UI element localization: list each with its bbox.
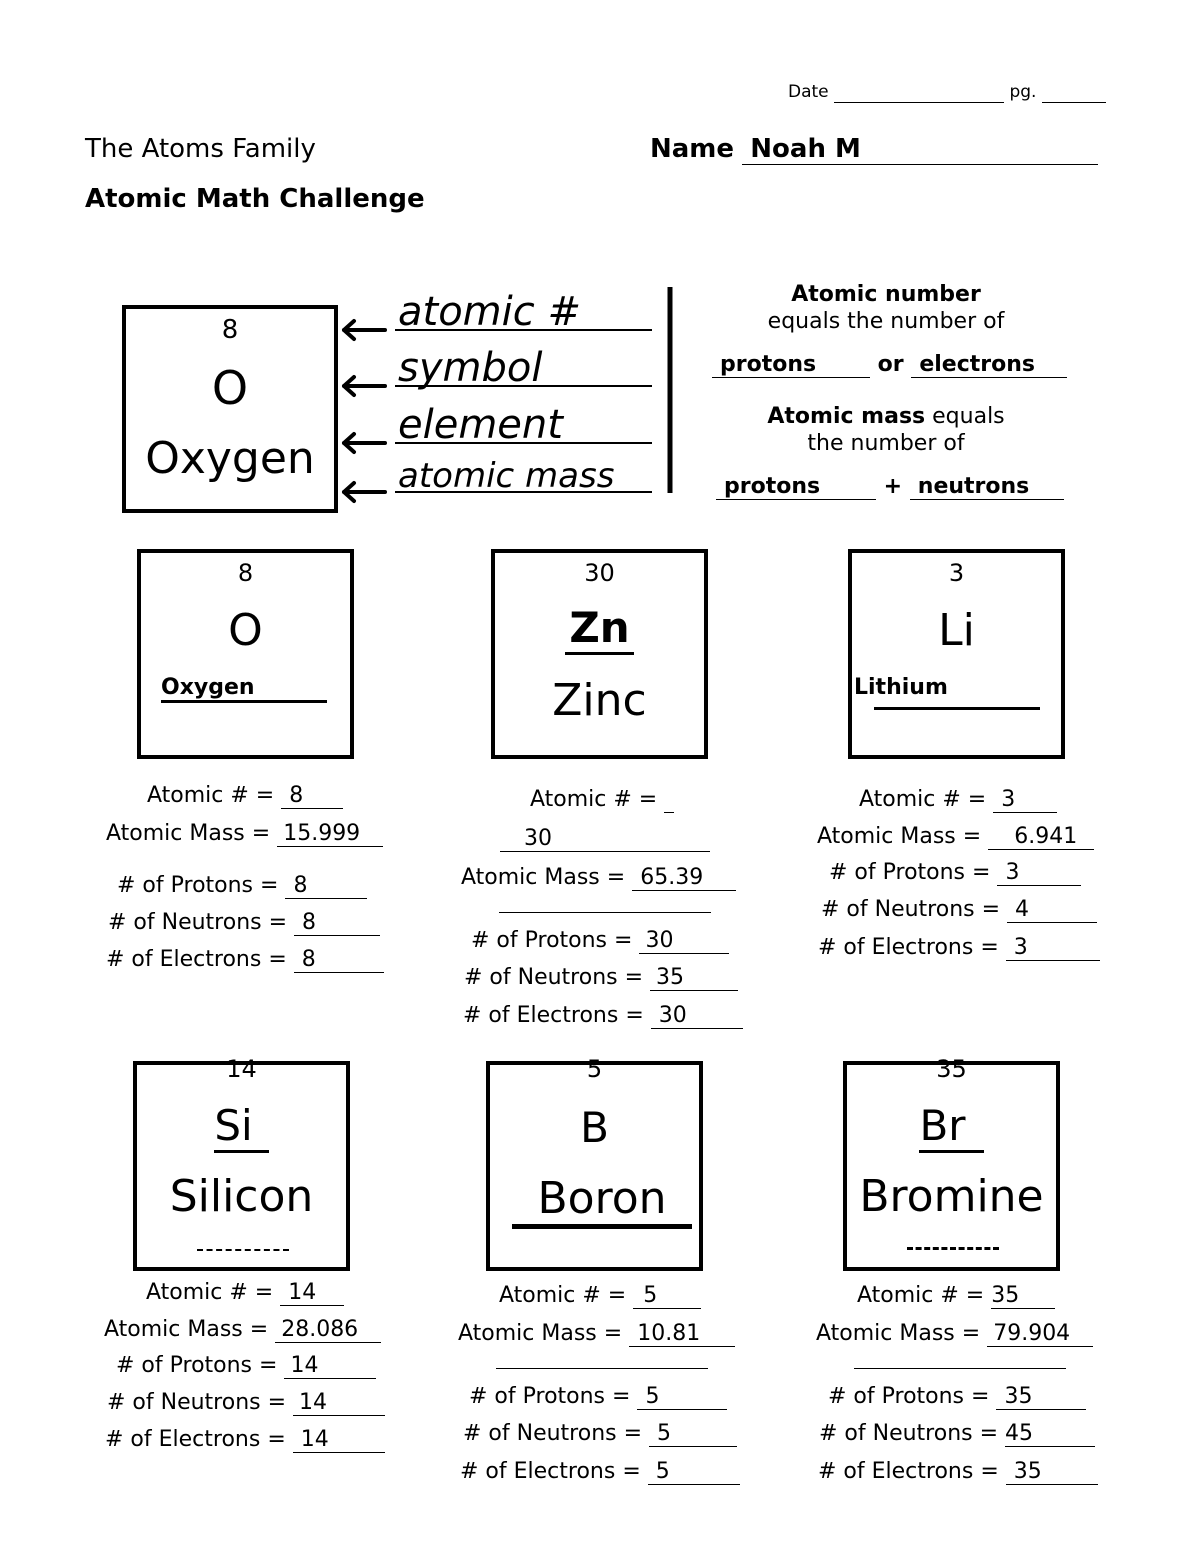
- neutrons-answer[interactable]: 45: [1005, 1421, 1095, 1447]
- element-box-oxygen: [137, 549, 354, 759]
- name-label: Name: [650, 134, 735, 164]
- blank-line: [854, 1368, 1066, 1369]
- atomic-mass-text-line: [710, 404, 1062, 429]
- electrons-answer[interactable]: 30: [651, 1003, 743, 1029]
- date-label: Date: [788, 82, 829, 102]
- atomic-mass-text-1: equals: [932, 404, 1005, 429]
- name-text: Noah M: [750, 134, 861, 164]
- element-box-zinc: [491, 549, 708, 759]
- protons-question: # of Protons = 30: [471, 928, 729, 954]
- atomic-mass-heading: Atomic mass: [767, 404, 926, 429]
- key-atomic-number: 8: [221, 315, 239, 345]
- atomic-mass-answer[interactable]: 79.904: [987, 1321, 1093, 1347]
- element-number: 30: [584, 559, 615, 587]
- protons-question: # of Protons = 35: [828, 1384, 1086, 1410]
- neutrons-question: # of Neutrons = 5: [463, 1421, 737, 1447]
- electrons-answer[interactable]: 14: [293, 1427, 385, 1453]
- atomic-number-question: Atomic # = 35: [857, 1283, 1055, 1309]
- electrons-question: # of Electrons = 5: [460, 1459, 740, 1485]
- protons-question: # of Protons = 8: [117, 873, 367, 899]
- element-box-silicon: [133, 1055, 350, 1271]
- date-field: [788, 82, 1106, 103]
- atomic-number-answer-line: [500, 826, 710, 852]
- atomic-mass-question: Atomic Mass = 79.904: [816, 1321, 1093, 1347]
- atomic-mass-question: Atomic Mass = 10.81: [458, 1321, 735, 1347]
- element-symbol-text: Zn: [569, 603, 630, 652]
- dashed-line: [197, 1249, 289, 1251]
- handwritten-labels: [398, 289, 614, 496]
- electrons-question: # of Electrons = 35: [818, 1459, 1098, 1485]
- element-name: [854, 675, 948, 700]
- element-name: Silicon: [169, 1171, 314, 1222]
- protons-answer[interactable]: 35: [996, 1384, 1086, 1410]
- element-number: 14: [226, 1055, 257, 1083]
- atomic-mass-text-2: the number of: [807, 431, 965, 456]
- element-box-lithium: [848, 549, 1065, 759]
- neutrons-question: # of Neutrons = 35: [464, 965, 738, 991]
- element-name-text: Oxygen: [161, 675, 255, 700]
- atomic-number-question: Atomic # =: [530, 787, 674, 813]
- protons-answer[interactable]: 3: [997, 860, 1081, 886]
- key-element-name: Oxygen: [145, 433, 315, 484]
- element-name: Zinc: [552, 675, 647, 726]
- element-box-bromine: [843, 1055, 1060, 1271]
- atomic-number-question: Atomic # = 14: [146, 1280, 344, 1306]
- electrons-answer[interactable]: 3: [1006, 935, 1100, 961]
- pg-blank: [1042, 82, 1106, 103]
- atomic-mass-question: Atomic Mass = 6.941: [817, 824, 1094, 850]
- handwritten-label: element: [398, 402, 563, 448]
- element-number: 5: [586, 1055, 603, 1083]
- neutrons-question: # of Neutrons = 8: [108, 910, 380, 936]
- neutrons-question: # of Neutrons = 4: [821, 897, 1097, 923]
- atomic-mass-answer-2: neutrons: [917, 474, 1030, 499]
- element-symbol-text: Br: [919, 1101, 966, 1150]
- worksheet-title: The Atoms Family: [85, 134, 316, 164]
- atomic-number-heading: Atomic number: [791, 282, 981, 307]
- element-symbol: Li: [938, 605, 975, 656]
- atomic-number-answer[interactable]: 35: [991, 1283, 1055, 1309]
- protons-question: # of Protons = 5: [469, 1384, 727, 1410]
- electrons-answer[interactable]: 35: [1006, 1459, 1098, 1485]
- handwritten-key-annotations: [330, 275, 690, 505]
- or-word: or: [877, 352, 904, 377]
- atomic-number-answer-1: protons: [720, 352, 817, 377]
- plus-sign: +: [883, 474, 903, 499]
- atomic-mass-question: Atomic Mass = 28.086: [104, 1317, 381, 1343]
- protons-answer[interactable]: 14: [284, 1353, 376, 1379]
- protons-answer[interactable]: 30: [639, 928, 729, 954]
- electrons-question: # of Electrons = 30: [463, 1003, 743, 1029]
- atomic-mass-answer[interactable]: 65.39: [632, 865, 736, 891]
- element-box-boron: [486, 1055, 703, 1271]
- atomic-number-answer[interactable]: 5: [633, 1283, 701, 1309]
- atomic-number-answer-2: electrons: [919, 352, 1035, 377]
- element-number: 8: [237, 559, 254, 587]
- neutrons-answer[interactable]: 4: [1007, 897, 1097, 923]
- handwritten-label: atomic mass: [398, 456, 615, 496]
- element-name-text: Lithium: [854, 675, 948, 700]
- key-symbol: O: [211, 361, 249, 415]
- name-value[interactable]: [742, 134, 1098, 165]
- atomic-number-answer-line: [712, 352, 1067, 378]
- element-name-text: Boron: [537, 1173, 667, 1224]
- element-name: [512, 1173, 692, 1229]
- handwritten-label: atomic #: [398, 289, 581, 335]
- electrons-question: # of Electrons = 8: [106, 947, 384, 973]
- key-element-box: [122, 305, 338, 513]
- atomic-number-text: equals the number of: [767, 309, 1005, 334]
- atomic-number-question: Atomic # = 8: [147, 783, 343, 809]
- atomic-number-answer[interactable]: 3: [993, 787, 1057, 813]
- element-number: 3: [948, 559, 965, 587]
- electrons-answer[interactable]: 5: [648, 1459, 740, 1485]
- element-symbol: [847, 1101, 1056, 1153]
- neutrons-answer[interactable]: 35: [650, 965, 738, 991]
- date-blank: [834, 82, 1004, 103]
- atomic-mass-answer-line: [716, 474, 1064, 500]
- electrons-answer[interactable]: 8: [294, 947, 384, 973]
- atomic-mass-question: Atomic Mass = 15.999: [106, 821, 383, 847]
- neutrons-answer[interactable]: 5: [649, 1421, 737, 1447]
- electrons-question: # of Electrons = 14: [105, 1427, 385, 1453]
- atomic-number-question: Atomic # = 5: [499, 1283, 701, 1309]
- dashed-line: [907, 1247, 999, 1250]
- element-number: 35: [936, 1055, 967, 1083]
- blank-line: [499, 912, 711, 913]
- protons-answer[interactable]: 8: [285, 873, 367, 899]
- protons-question: # of Protons = 14: [116, 1353, 376, 1379]
- worksheet-subtitle: Atomic Math Challenge: [85, 184, 425, 214]
- atomic-number-answer[interactable]: 14: [280, 1280, 344, 1306]
- atomic-mass-answer[interactable]: 10.81: [629, 1321, 735, 1347]
- arrow-icon: [344, 321, 385, 501]
- atomic-mass-answer[interactable]: 15.999: [277, 821, 383, 847]
- atomic-number-answer[interactable]: 30: [500, 826, 710, 852]
- neutrons-question: # of Neutrons = 45: [819, 1421, 1095, 1447]
- element-name: Bromine: [859, 1171, 1044, 1222]
- element-name-line: [874, 707, 1040, 710]
- atomic-number-question: Atomic # = 3: [859, 787, 1057, 813]
- element-symbol: [495, 603, 704, 655]
- element-symbol: B: [580, 1103, 609, 1152]
- atomic-mass-answer[interactable]: 6.941: [988, 824, 1094, 850]
- element-symbol: O: [228, 605, 263, 656]
- element-symbol: [137, 1101, 346, 1153]
- handwritten-label: symbol: [398, 345, 543, 391]
- name-field: [650, 134, 1098, 165]
- pg-label: pg.: [1009, 82, 1037, 102]
- atomic-mass-answer[interactable]: 28.086: [275, 1317, 381, 1343]
- electrons-question: # of Electrons = 3: [818, 935, 1100, 961]
- protons-answer[interactable]: 5: [637, 1384, 727, 1410]
- atomic-mass-answer-1: protons: [724, 474, 821, 499]
- atomic-mass-question: Atomic Mass = 65.39: [461, 865, 736, 891]
- protons-question: # of Protons = 3: [829, 860, 1081, 886]
- neutrons-answer[interactable]: 8: [294, 910, 380, 936]
- element-name: [161, 675, 327, 703]
- atomic-number-answer[interactable]: 8: [281, 783, 343, 809]
- neutrons-question: # of Neutrons = 14: [107, 1390, 385, 1416]
- blank-line: [496, 1368, 708, 1369]
- element-symbol-text: Si: [214, 1101, 253, 1150]
- neutrons-answer[interactable]: 14: [293, 1390, 385, 1416]
